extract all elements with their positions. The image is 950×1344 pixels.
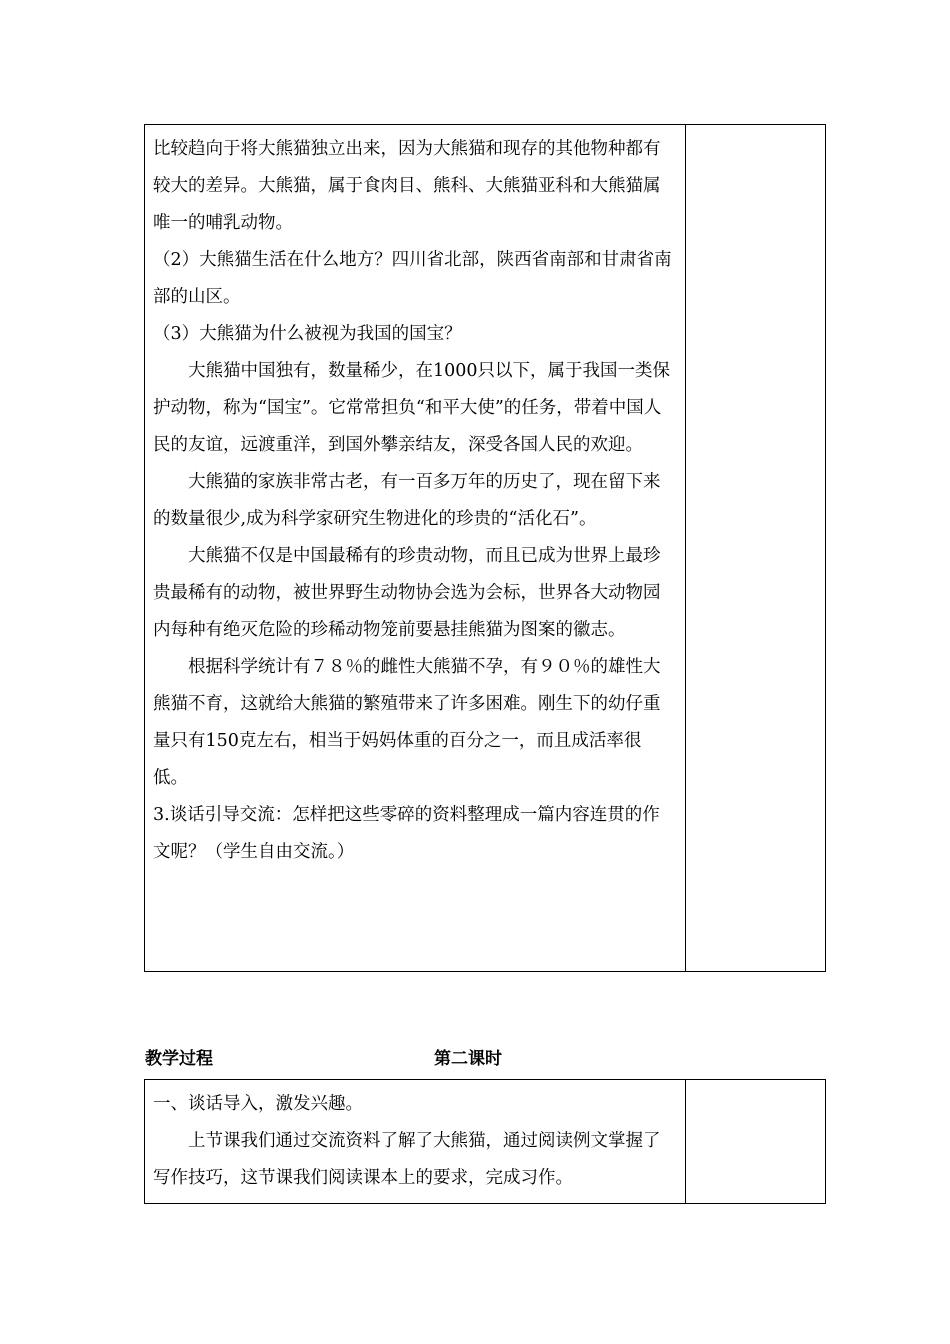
paragraph: 根据科学统计有７８％的雌性大熊猫不孕，有９０％的雄性大熊猫不育，这就给大熊猫的繁殖带来了许多困难。刚生下的幼仔重量只有150克左右，相当于妈妈体重的百分之一，而且成活率很低。 xyxy=(153,657,661,788)
notes-cell xyxy=(686,1080,826,1204)
notes-cell xyxy=(686,125,826,972)
paragraph: 大熊猫中国独有，数量稀少，在1000只以下，属于我国一类保护动物，称为“国宝”。它常常担负“和平大使”的任务，带着中国人民的友谊，远渡重洋，到国外攀亲结友，深受各国人民的欢迎。 xyxy=(153,361,671,455)
section-heading-label: 教学过程 xyxy=(145,1049,213,1069)
paragraph: 上节课我们通过交流资料了解了大熊猫，通过阅读例文掌握了写作技巧，这节课我们阅读课本上的要求，完成习作。 xyxy=(153,1131,661,1188)
paragraph: 大熊猫的家族非常古老，有一百多万年的历史了，现在留下来的数量很少,成为科学家研究生物进化的珍贵的“活化石”。 xyxy=(153,472,661,529)
content-text xyxy=(145,1080,685,1203)
table-row xyxy=(145,1080,826,1204)
table-row xyxy=(145,125,826,972)
paragraph: （2）大熊猫生活在什么地方？四川省北部，陕西省南部和甘肃省南部的山区。 xyxy=(153,250,672,307)
lesson-table-2 xyxy=(144,1079,826,1204)
paragraph: （3）大熊猫为什么被视为我国的国宝？ xyxy=(153,324,462,344)
paragraph: 一、谈话导入，激发兴趣。 xyxy=(153,1094,363,1114)
content-cell xyxy=(145,125,686,972)
paragraph: 大熊猫不仅是中国最稀有的珍贵动物，而且已成为世界上最珍贵最稀有的动物，被世界野生动物协会选为会标，世界各大动物园内每种有绝灭危险的珍稀动物笼前要悬挂熊猫为图案的徽志。 xyxy=(153,546,661,640)
lesson-table-1 xyxy=(144,124,826,972)
lesson-period-title: 第二课时 xyxy=(434,1049,502,1069)
paragraph: 3.谈话引导交流：怎样把这些零碎的资料整理成一篇内容连贯的作文呢？（学生自由交流。） xyxy=(153,805,660,862)
content-cell xyxy=(145,1080,686,1204)
content-text xyxy=(145,125,685,877)
paragraph: 比较趋向于将大熊猫独立出来，因为大熊猫和现存的其他物种都有较大的差异。大熊猫，属于食肉目、熊科、大熊猫亚科和大熊猫属唯一的哺乳动物。 xyxy=(153,139,661,233)
